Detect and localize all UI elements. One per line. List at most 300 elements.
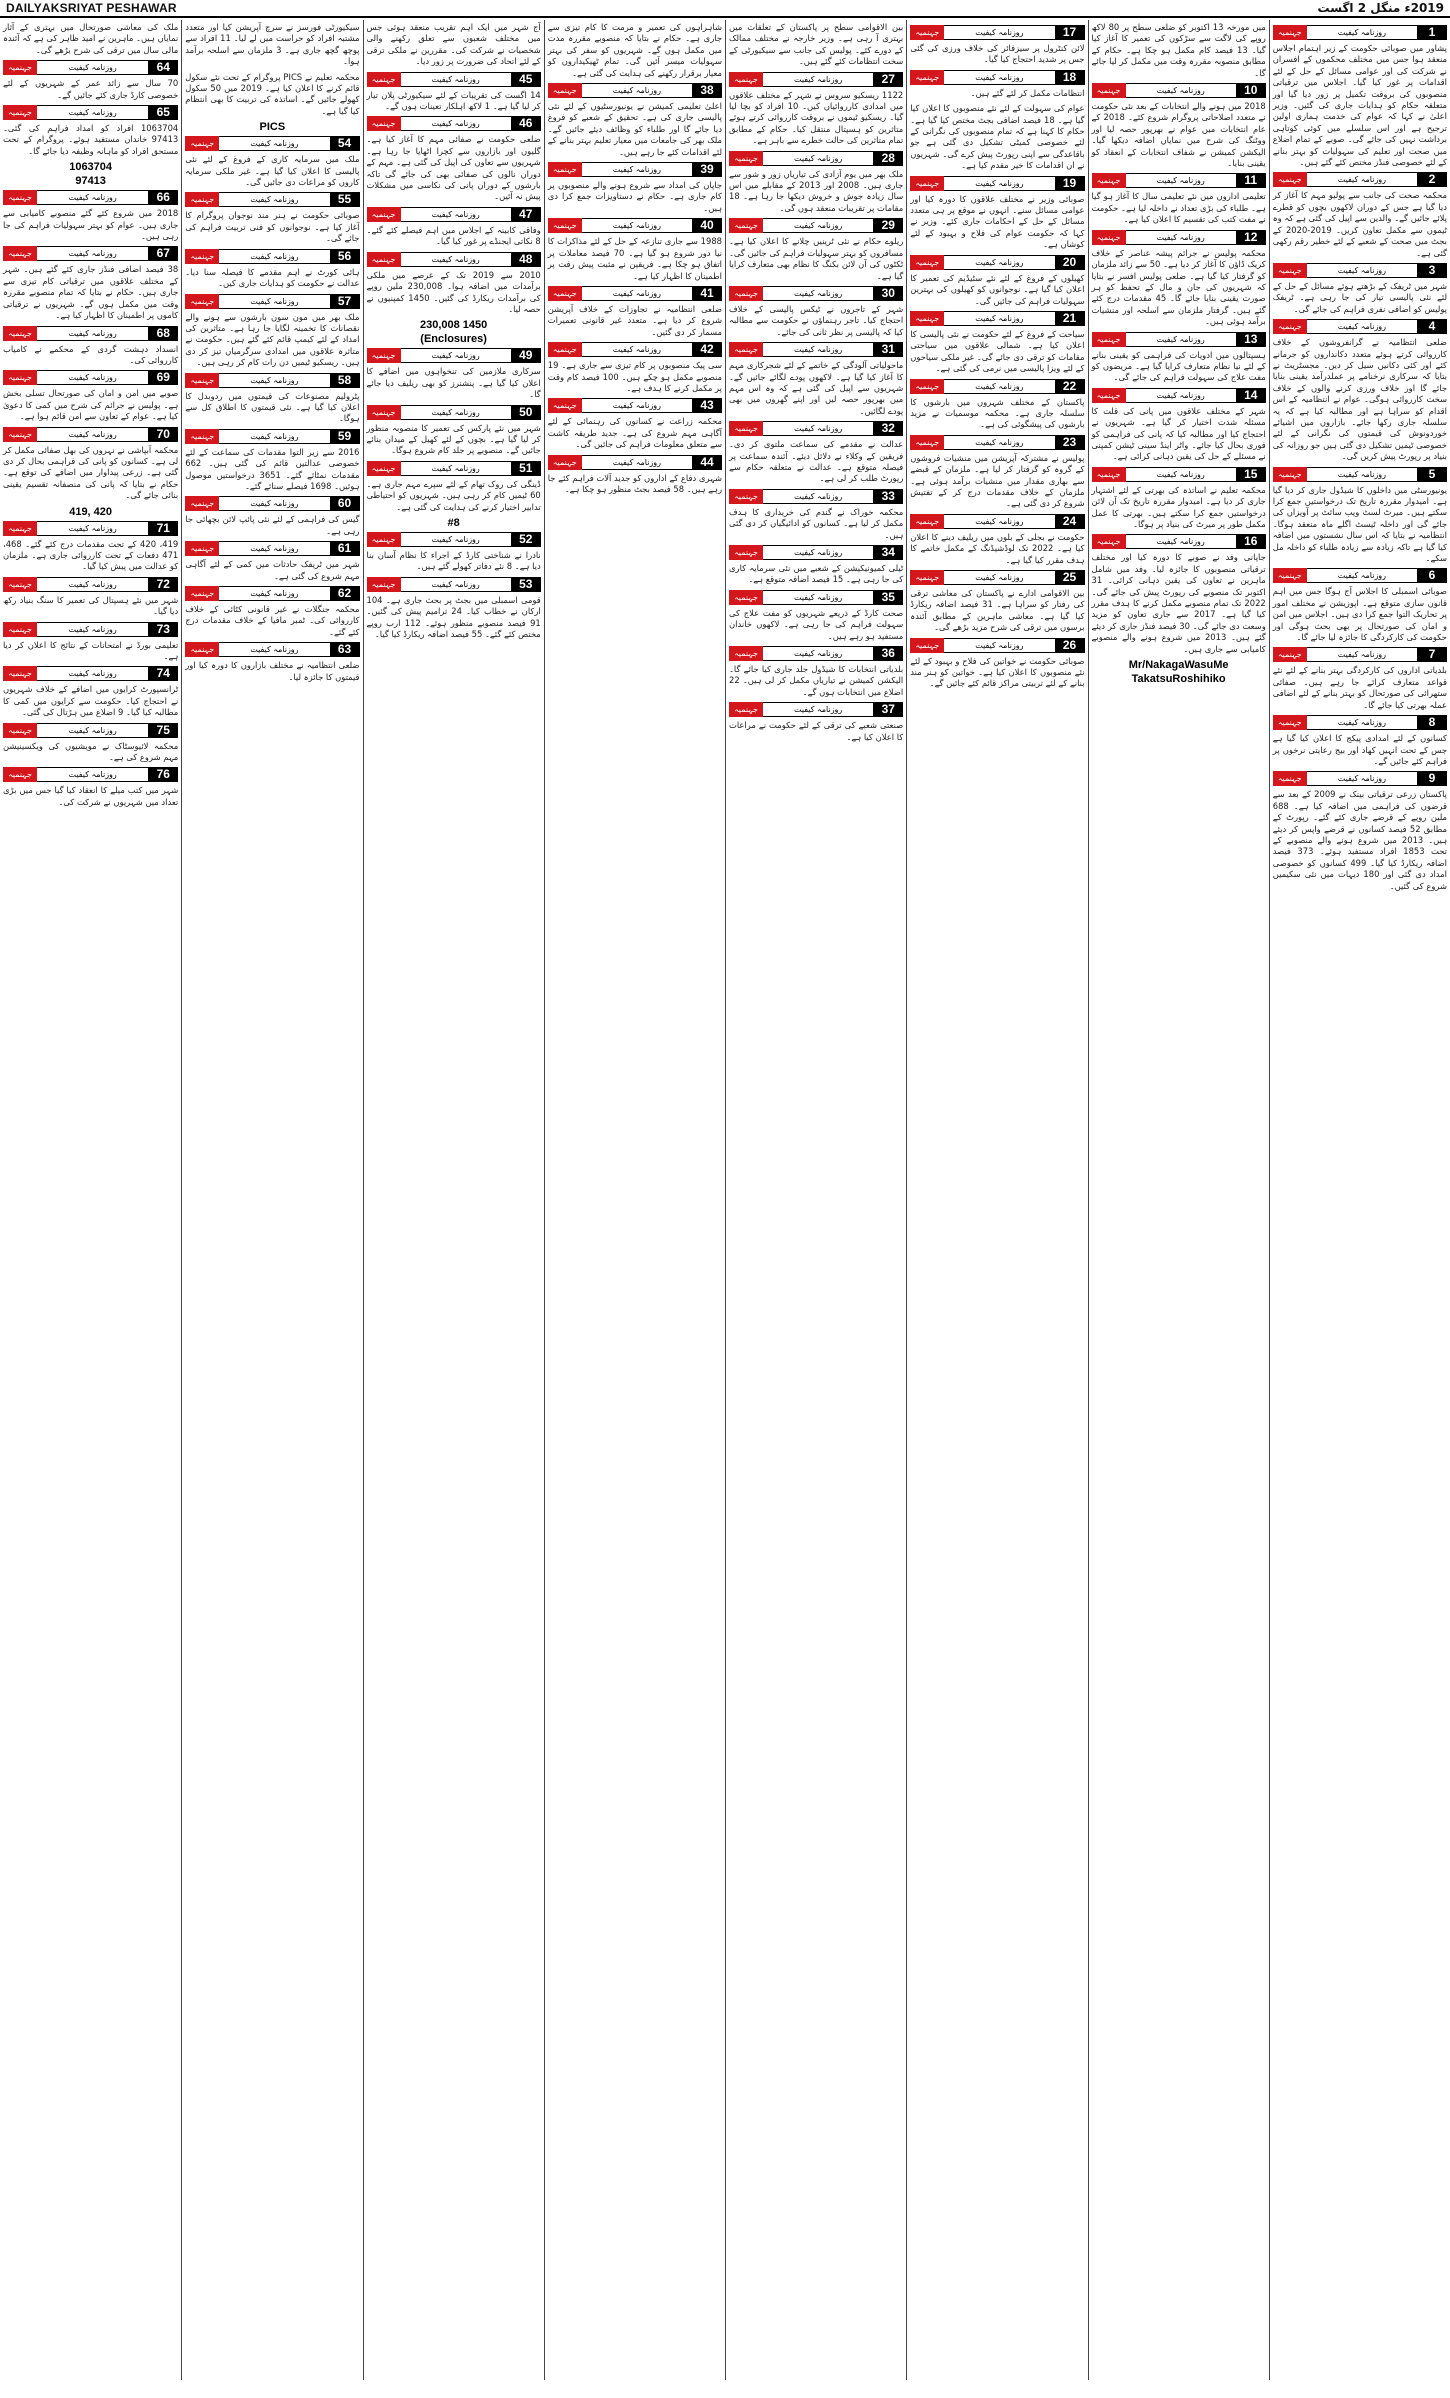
masthead [0, 0, 1450, 18]
notice-item [0, 621, 179, 663]
notice-text: لائن کنٹرول پر سیزفائر کی خلاف ورزی کی گئی جس پر شدید احتجاج کیا گیا۔ [907, 43, 1085, 65]
notice-label: روزنامہ کیفیت [944, 514, 1054, 529]
notice-item [907, 25, 1085, 66]
notice-item [726, 342, 904, 417]
notice-label: روزنامہ کیفیت [1126, 388, 1236, 403]
notice-label: روزنامہ کیفیت [582, 162, 692, 177]
notice-number: 75 [148, 723, 178, 738]
notice-text: ضلعی انتظامیہ نے تجاوزات کے خلاف آپریشن شروع کر دیا ہے۔ متعدد غیر قانونی تعمیرات مسمار کر دی گئیں۔ [545, 303, 722, 337]
notice-number: 27 [873, 72, 903, 87]
notice-item [726, 285, 904, 338]
notice-item [726, 71, 904, 147]
notice-tag: جہنمیہ [548, 162, 582, 177]
notice-tag: جہنمیہ [3, 427, 37, 442]
notice-header-bar [910, 311, 1084, 326]
notice-label: روزنامہ کیفیت [1307, 172, 1417, 187]
notice-tag: جہنمیہ [367, 532, 401, 547]
notice-text: بین الاقوامی سطح پر پاکستان کے تعلقات میں بہتری آ رہی ہے۔ وزیر خارجہ نے مختلف ممالک کے دورے کئے۔ پولیس کی جانب سے سیکیورٹی کے سخت انتظامات کئے گئے ہیں۔ [726, 22, 904, 67]
notice-text: کھیلوں کے فروغ کے لئے نئے سٹیڈیم کی تعمیر کا اعلان کیا گیا ہے۔ نوجوانوں کو کھیلوں کی بہترین سہولیات فراہم کی جائیں گی۔ [907, 272, 1085, 306]
notice-tag: جہنمیہ [3, 246, 37, 261]
notice-header-bar [367, 116, 541, 131]
notice-number: 37 [873, 702, 903, 717]
notice-text: محکمہ تعلیم نے اساتذہ کی بھرتی کے لئے اشتہار جاری کر دیا ہے۔ امیدوار مقررہ تاریخ تک آن لائن درخواستیں جمع کرا سکتے ہیں۔ بھرتی کا عمل مکمل طور پر میرٹ کی بنیاد پر ہوگا۔ [1088, 484, 1266, 529]
notice-number: 32 [873, 421, 903, 436]
notice-number: 26 [1055, 638, 1085, 653]
notice-text: 1988 سے جاری تنازعہ کے حل کے لئے مذاکرات کا نیا دور شروع ہو گیا ہے۔ 70 فیصد معاملات پر اتفاق ہو چکا ہے۔ فریقین نے مثبت پیش رفت پر اطمینان کا اظہار کیا ہے۔ [545, 236, 723, 281]
notice-text: شہر میں نئے ہسپتال کی تعمیر کا سنگ بنیاد رکھ دیا گیا۔ [0, 594, 179, 617]
notice-item [726, 218, 904, 282]
notice-number: 72 [148, 577, 178, 592]
notice-item [545, 22, 722, 79]
notice-number: 39 [692, 162, 722, 177]
notice-header-bar [185, 541, 359, 556]
notice-label: روزنامہ کیفیت [37, 723, 148, 738]
notice-text: ہائی کورٹ نے اہم مقدمے کا فیصلہ سنا دیا۔ عدالت نے حکومت کو ہدایات جاری کیں۔ [182, 266, 360, 289]
notice-text: شہری دفاع کے اداروں کو جدید آلات فراہم کئے جا رہے ہیں۔ 58 فیصد بجٹ منظور ہو چکا ہے۔ [545, 472, 722, 494]
notice-item [1088, 387, 1266, 463]
notice-label: روزنامہ کیفیت [582, 286, 692, 301]
notice-item [363, 251, 541, 316]
notice-item [907, 570, 1085, 634]
notice-label: روزنامہ کیفیت [1126, 230, 1236, 245]
masthead-date: 2019ء منگل 2 اگست [1317, 1, 1444, 15]
notice-text: انسداد دہشت گردی کے محکمے نے کامیاب کارروائی کی۔ [0, 343, 179, 365]
notice-item [1088, 83, 1266, 169]
notice-header-bar [729, 342, 903, 357]
notice-text: 2010 سے 2019 تک کے عرصے میں ملکی برآمدات میں اضافہ ہوا۔ 230,008 ملین روپے کی برآمدات ریکارڈ کی گئیں۔ 1450 کمپنیوں نے حصہ لیا۔ [363, 269, 541, 314]
notice-text: پاکستان زرعی ترقیاتی بینک نے 2009 کے بعد سے قرضوں کی فراہمی میں اضافہ کیا ہے۔ 688 ملین روپے کے قرضے جاری کئے گئے۔ رپورٹ کے مطابق 52 فیصد کسانوں نے قرضے واپس کر دیئے ہیں۔ 2013 میں شروع ہونے والے منصوبے کے تحت 1853 افراد مستفید ہوئے۔ 373 فیصد اضافہ ریکارڈ کیا گیا۔ 499 کسانوں کو خصوصی امداد دی گئی اور 180 دیہات میں نئی سکیمیں شروع کی گئیں۔ [1270, 789, 1448, 891]
notice-text: محکمہ جنگلات نے غیر قانونی کٹائی کے خلاف کارروائی کی۔ ٹمبر مافیا کے خلاف مقدمات درج کئے گئے۔ [182, 604, 360, 637]
notice-number: 22 [1055, 379, 1085, 394]
notice-header-bar [910, 435, 1084, 450]
notice-number: 40 [692, 218, 722, 233]
notice-text: ہسپتالوں میں ادویات کی فراہمی کو یقینی بنانے کے لئے نیا نظام متعارف کرایا گیا ہے۔ مریضوں کو مفت علاج کی سہولت فراہم کی جائے گی۔ [1088, 349, 1266, 383]
notice-header-bar [1092, 83, 1266, 98]
notice-header-bar [367, 348, 541, 363]
notice-number: 38 [692, 83, 722, 98]
notice-item [182, 293, 360, 369]
notice-number: 25 [1055, 570, 1085, 585]
notice-item [1270, 466, 1447, 565]
notice-tag: جہنمیہ [185, 429, 219, 444]
notice-number: 70 [148, 427, 178, 442]
notice-item [726, 488, 904, 541]
notice-header-bar [729, 72, 903, 87]
notice-item [182, 248, 360, 290]
notice-tag: جہنمیہ [729, 421, 763, 436]
notice-item [545, 454, 722, 496]
notice-text: عوام کی سہولت کے لئے نئے منصوبوں کا اعلان کیا گیا ہے۔ 18 فیصد اضافی بجٹ مختص کیا گیا ہے۔ حکام کا کہنا ہے کہ تمام منصوبوں کی نگرانی کے لئے خصوصی کمیٹی تشکیل دی گئی ہے جو باقاعدگی سے اپنی رپورٹ پیش کرے گی۔ شہریوں نے ان اقدامات کا خیر مقدم کیا ہے۔ [907, 103, 1085, 171]
notice-item [726, 545, 904, 586]
notice-tag: جہنمیہ [729, 218, 763, 233]
notice-header-bar [729, 545, 903, 560]
notice-label: روزنامہ کیفیت [944, 435, 1054, 450]
notice-header-bar [367, 461, 541, 476]
notice-tag: جہنمیہ [3, 60, 37, 75]
column-5 [544, 20, 725, 2380]
notice-number: 1 [1417, 25, 1447, 40]
notice-label: روزنامہ کیفیت [944, 570, 1054, 585]
notice-label: روزنامہ کیفیت [37, 622, 148, 637]
notice-header-bar [3, 190, 178, 205]
notice-item [1270, 647, 1447, 711]
notice-number: 74 [148, 666, 178, 681]
notice-number: 58 [330, 373, 360, 388]
notice-label: روزنامہ کیفیت [37, 190, 148, 205]
notice-text: ضلعی انتظامیہ نے مختلف بازاروں کا دورہ کیا اور قیمتوں کا جائزہ لیا۔ [182, 660, 360, 682]
notice-item [1270, 568, 1447, 643]
notice-item [0, 190, 179, 242]
notice-tag: جہنمیہ [185, 586, 219, 601]
notice-tag: جہنمیہ [1273, 771, 1307, 786]
notice-header-bar [185, 373, 359, 388]
notice-item [1088, 331, 1266, 384]
notice-number: 36 [873, 646, 903, 661]
notice-number: 68 [148, 326, 178, 341]
notice-header-bar [367, 252, 541, 267]
notice-item [1088, 534, 1266, 655]
notice-text: سیکیورٹی فورسز نے سرچ آپریشن کیا اور متعدد مشتبہ افراد کو حراست میں لے لیا۔ 11 افراد سے پوچھ گچھ جاری ہے۔ 3 ملزمان سے اسلحہ برآمد ہوا۔ [182, 22, 360, 67]
notice-header-bar [367, 207, 541, 222]
notice-header-bar [548, 342, 722, 357]
notice-number: 63 [330, 642, 360, 657]
reference-num_list: 419, 420 [69, 505, 113, 518]
notice-tag: جہنمیہ [910, 176, 944, 191]
notice-tag: جہنمیہ [1092, 230, 1126, 245]
notice-header-bar [185, 249, 359, 264]
notice-label: روزنامہ کیفیت [763, 286, 873, 301]
notice-label: روزنامہ کیفیت [37, 60, 148, 75]
notice-item [0, 105, 179, 157]
notice-item [363, 71, 541, 113]
notice-number: 13 [1236, 332, 1266, 347]
notice-header-bar [548, 398, 722, 413]
notice-item [907, 175, 1085, 251]
column-3 [906, 20, 1087, 2380]
notice-label: روزنامہ کیفیت [1126, 83, 1236, 98]
notice-label: روزنامہ کیفیت [1307, 715, 1417, 730]
notice-item [1270, 715, 1447, 767]
notice-item [1088, 466, 1266, 531]
notice-number: 17 [1055, 25, 1085, 40]
notice-item [545, 285, 722, 338]
notice-label: روزنامہ کیفیت [944, 25, 1054, 40]
notice-header-bar [1273, 467, 1447, 482]
notice-number: 45 [511, 72, 541, 87]
notice-label: روزنامہ کیفیت [401, 252, 511, 267]
notice-item [907, 513, 1085, 566]
notice-label: روزنامہ کیفیت [401, 532, 511, 547]
notice-tag: جہنمیہ [3, 326, 37, 341]
notice-tag: جہنمیہ [910, 435, 944, 450]
notice-header-bar [910, 514, 1084, 529]
notice-label: روزنامہ کیفیت [219, 373, 329, 388]
notice-item [907, 103, 1085, 171]
notice-header-bar [729, 218, 903, 233]
notice-tag: جہنمیہ [910, 255, 944, 270]
notice-header-bar [367, 72, 541, 87]
notice-label: روزنامہ کیفیت [582, 398, 692, 413]
notice-number: 73 [148, 622, 178, 637]
notice-label: روزنامہ کیفیت [763, 72, 873, 87]
notice-header-bar [185, 586, 359, 601]
notice-header-bar [910, 176, 1084, 191]
notice-header-bar [729, 590, 903, 605]
notice-item [363, 576, 541, 641]
notice-label: روزنامہ کیفیت [763, 151, 873, 166]
notice-number: 20 [1055, 255, 1085, 270]
notice-tag: جہنمیہ [3, 723, 37, 738]
notice-label: روزنامہ کیفیت [219, 541, 329, 556]
notice-text: پاکستان کے مختلف شہروں میں بارشوں کا سلسلہ جاری ہے۔ محکمہ موسمیات نے مزید بارشوں کی پیشگوئی کی ہے۔ [907, 396, 1085, 430]
notice-number: 16 [1236, 534, 1266, 549]
notice-text: 2016 سے زیر التوا مقدمات کی سماعت کے لئے خصوصی عدالتیں قائم کی گئی ہیں۔ 662 مقدمات نمٹائے گئے۔ 3651 درخواستیں موصول ہوئیں۔ 1698 فیصلے سنائے گئے۔ [182, 446, 360, 491]
notice-label: روزنامہ کیفیت [219, 642, 329, 657]
notice-number: 46 [511, 116, 541, 131]
notice-header-bar [910, 379, 1084, 394]
notice-item [910, 70, 1084, 99]
notice-label: روزنامہ کیفیت [219, 192, 329, 207]
notice-tag: جہنمیہ [367, 116, 401, 131]
notice-header-bar [910, 255, 1084, 270]
notice-label: روزنامہ کیفیت [401, 207, 511, 222]
notice-text: بلدیاتی انتخابات کا شیڈول جلد جاری کیا جائے گا۔ الیکشن کمیشن نے تیاریاں مکمل کر لی ہیں۔ 22 اضلاع میں انتخابات ہوں گے۔ [726, 664, 904, 697]
notice-header-bar [3, 723, 178, 738]
notice-number: 52 [511, 532, 541, 547]
reference-number1: 1063704 [69, 161, 113, 174]
notice-header-bar [729, 286, 903, 301]
notice-item [182, 496, 360, 537]
notice-text: ملک بھر میں مون سون بارشوں سے ہونے والے نقصانات کا تخمینہ لگایا جا رہا ہے۔ متاثرین کی امداد کے لئے کیمپ قائم کئے گئے ہیں۔ حکومت نے متاثرہ علاقوں میں امدادی سرگرمیاں تیز کر دی ہیں۔ ریسکیو ٹیمیں دن رات کام کر رہی ہیں۔ [182, 311, 360, 368]
notice-item [182, 541, 360, 582]
notice-text: یونیورسٹی میں داخلوں کا شیڈول جاری کر دیا گیا ہے۔ امیدوار مقررہ تاریخ تک درخواستیں جمع کرا سکتے ہیں۔ میرٹ لسٹ ویب سائٹ پر آویزاں کی جائے گی اور داخلہ ٹیسٹ اگلے ماہ منعقد ہوگا۔ انتظامیہ نے بتایا کہ اس سال نشستوں میں اضافہ کیا گیا ہے تاکہ زیادہ سے زیادہ طلباء کو داخلہ مل سکے۔ [1270, 484, 1447, 564]
notice-item [182, 71, 360, 118]
notice-number: 34 [873, 545, 903, 560]
notice-tag: جہنمیہ [729, 590, 763, 605]
notice-tag: جہنمیہ [367, 405, 401, 420]
notice-number: 14 [1236, 388, 1266, 403]
notice-header-bar [3, 246, 178, 261]
notice-header-bar [548, 218, 722, 233]
notice-item [907, 434, 1085, 510]
notice-label: روزنامہ کیفیت [219, 136, 329, 151]
notice-tag: جہنمیہ [729, 151, 763, 166]
notice-tag: جہنمیہ [1273, 172, 1307, 187]
notice-item [0, 246, 179, 321]
notice-tag: جہنمیہ [910, 638, 944, 653]
reference-hashtag: #8 [447, 516, 460, 529]
notice-label: روزنامہ کیفیت [219, 586, 329, 601]
notice-item [0, 767, 179, 808]
notice-tag: جہنمیہ [729, 342, 763, 357]
notice-item [1270, 319, 1447, 462]
notice-item [1270, 262, 1447, 315]
notice-header-bar [367, 577, 541, 592]
notice-header-bar [548, 286, 722, 301]
notice-number: 19 [1055, 176, 1085, 191]
notice-number: 53 [511, 577, 541, 592]
notice-header-bar [1092, 332, 1266, 347]
notice-tag: جہنمیہ [3, 577, 37, 592]
notice-text: 2018 میں ہونے والے انتخابات کے بعد نئی حکومت نے متعدد اصلاحاتی پروگرام شروع کئے۔ 2018 کے عام انتخابات میں عوام نے بھرپور حصہ لیا اور ووٹنگ کی شرح میں نمایاں اضافہ دیکھا گیا۔ الیکشن کمیشن نے شفاف انتخابات کے انعقاد کو یقینی بنایا۔ [1088, 101, 1266, 169]
notice-item [363, 116, 541, 202]
notice-label: روزنامہ کیفیت [401, 405, 511, 420]
notice-header-bar [1273, 647, 1447, 662]
notice-header-bar [3, 326, 178, 341]
notice-label: روزنامہ کیفیت [1307, 319, 1417, 334]
notice-number: 21 [1055, 311, 1085, 326]
notice-number: 29 [873, 218, 903, 233]
notice-text: 1122 ریسکیو سروس نے شہر کے مختلف علاقوں میں امدادی کارروائیاں کیں۔ 10 افراد کو بچا لیا گیا۔ ریسکیو ٹیموں نے بروقت کارروائی کرتے ہوئے متاثرین کو ہسپتال منتقل کیا۔ حکام کے مطابق تمام متاثرین کی حالت خطرے سے باہر ہے۔ [726, 89, 904, 146]
notice-number: 51 [511, 461, 541, 476]
notice-label: روزنامہ کیفیت [1307, 25, 1417, 40]
notice-text: ملک بھر میں یوم آزادی کی تیاریاں زور و شور سے جاری ہیں۔ 2008 اور 2013 کے مقابلے میں اس سال زیادہ جوش و خروش دیکھا جا رہا ہے۔ 18 مقامات پر تقریبات منعقد ہوں گی۔ [726, 168, 904, 213]
notice-text: ڈینگی کی روک تھام کے لئے سپرے مہم جاری ہے۔ 60 ٹیمیں کام کر رہی ہیں۔ شہریوں کو احتیاطی تدابیر اختیار کرنے کی ہدایت کی گئی ہے۔ [363, 478, 541, 512]
column-4 [725, 20, 906, 2380]
reference-number2: 97413 [75, 175, 106, 188]
notice-text: سی پیک منصوبوں پر کام تیزی سے جاری ہے۔ 19 منصوبے مکمل ہو چکے ہیں۔ 100 فیصد کام وقت پر مکمل کرنے کا ہدف ہے۔ [545, 360, 723, 393]
notice-text: پٹرولیم مصنوعات کی قیمتوں میں ردوبدل کا اعلان کیا گیا ہے۔ نئی قیمتوں کا اطلاق کل سے ہوگا۔ [182, 390, 360, 424]
masthead-city: PESHAWAR [106, 1, 177, 15]
notice-header-bar [548, 455, 722, 470]
notice-header-bar [910, 638, 1084, 653]
notice-label: روزنامہ کیفیت [1126, 467, 1236, 482]
notice-label: روزنامہ کیفیت [944, 638, 1054, 653]
notice-header-bar [1092, 534, 1266, 549]
notice-text: شہر کے مختلف علاقوں میں پانی کی قلت کا مسئلہ شدت اختیار کر گیا ہے۔ شہریوں نے احتجاج کیا اور مطالبہ کیا کہ پانی کی فراہمی کو فوری بحال کیا جائے۔ واٹر اینڈ سینی ٹیشن کمپنی نے مسئلے کے حل کی یقین دہانی کرائی ہے۔ [1088, 405, 1266, 462]
notice-tag: جہنمیہ [1273, 647, 1307, 662]
notice-number: 55 [330, 192, 360, 207]
notice-tag: جہنمیہ [367, 348, 401, 363]
columns-container [0, 20, 1450, 2380]
notice-header-bar [1273, 25, 1447, 40]
notice-tag: جہنمیہ [185, 541, 219, 556]
notice-item [1088, 229, 1266, 328]
notice-text: 38 فیصد اضافی فنڈز جاری کئے گئے ہیں۔ شہر کے مختلف علاقوں میں ترقیاتی کام تیزی سے جاری ہیں۔ حکام نے بتایا کہ تمام منصوبے مقررہ وقت میں مکمل ہوں گے۔ شہریوں نے ترقیاتی کاموں پر اطمینان کا اظہار کیا ہے۔ [0, 264, 179, 321]
notice-label: روزنامہ کیفیت [1307, 647, 1417, 662]
notice-number: 10 [1236, 83, 1266, 98]
notice-item [182, 428, 360, 493]
notice-label: روزنامہ کیفیت [401, 348, 511, 363]
notice-tag: جہنمیہ [3, 370, 37, 385]
notice-text: صوبائی حکومت نے ہنر مند نوجوان پروگرام کا آغاز کیا ہے۔ نوجوانوں کو فنی تربیت فراہم کی جائے گی۔ [182, 210, 360, 244]
notice-tag: جہنمیہ [1273, 319, 1307, 334]
notice-tag: جہنمیہ [3, 767, 37, 782]
notice-tag: جہنمیہ [1273, 263, 1307, 278]
notice-number: 60 [330, 496, 360, 511]
notice-text: محکمہ لائیوسٹاک نے مویشیوں کی ویکسینیشن مہم شروع کی ہے۔ [0, 740, 179, 763]
notice-number: 50 [511, 405, 541, 420]
notice-text: محکمہ خوراک نے گندم کی خریداری کا ہدف مکمل کر لیا ہے۔ کسانوں کو ادائیگیاں کر دی گئی ہیں۔ [726, 506, 904, 540]
notice-text: ملک میں سرمایہ کاری کے فروغ کے لئے نئی پالیسی کا اعلان کیا گیا ہے۔ غیر ملکی سرمایہ کاروں کو مراعات دی جائیں گی۔ [182, 154, 360, 188]
notice-label: روزنامہ کیفیت [1307, 568, 1417, 583]
notice-item [726, 589, 904, 642]
reference-person1: Mr/NakagaWasuMe [1128, 659, 1229, 672]
notice-tag: جہنمیہ [910, 70, 944, 85]
notice-header-bar [1273, 771, 1447, 786]
notice-text: ٹرانسپورٹ کرایوں میں اضافے کے خلاف شہریوں نے احتجاج کیا۔ حکومت سے کرایوں میں کمی کا مطالبہ کیا گیا۔ 9 اضلاع میں ہڑتال کی گئی۔ [0, 684, 179, 718]
notice-label: روزنامہ کیفیت [582, 218, 692, 233]
notice-tag: جہنمیہ [185, 496, 219, 511]
notice-label: روزنامہ کیفیت [401, 72, 511, 87]
notice-item [363, 348, 541, 400]
notice-number: 7 [1417, 647, 1447, 662]
notice-label: روزنامہ کیفیت [582, 342, 692, 357]
notice-label: روزنامہ کیفیت [1307, 467, 1417, 482]
notice-tag: جہنمیہ [1092, 83, 1126, 98]
notice-header-bar [3, 521, 178, 536]
notice-number: 28 [873, 151, 903, 166]
notice-label: روزنامہ کیفیت [37, 370, 148, 385]
reference-enclosures: (Enclosures) [420, 333, 487, 346]
notice-item [726, 421, 904, 485]
notice-item [182, 372, 360, 425]
notice-text: محکمہ زراعت نے کسانوں کی رہنمائی کے لئے آگاہی مہم شروع کی ہے۔ جدید طریقہ کاشت سے متعلق معلومات فراہم کی جائیں گی۔ [545, 416, 722, 450]
notice-label: روزنامہ کیفیت [763, 702, 873, 717]
notice-number: 56 [330, 249, 360, 264]
notice-text: 1063704 افراد کو امداد فراہم کی گئی۔ 97413 خاندان مستفید ہوئے۔ پروگرام کے تحت مستحق افراد کو ماہانہ وظیفہ دیا جائے گا۔ [0, 123, 179, 156]
notice-text: نادرا نے شناختی کارڈ کے اجراء کا نظام آسان بنا دیا ہے۔ 8 نئے دفاتر کھولے گئے ہیں۔ [363, 549, 541, 572]
notice-tag: جہنمیہ [1092, 332, 1126, 347]
notice-label: روزنامہ کیفیت [401, 116, 511, 131]
notice-label: روزنامہ کیفیت [37, 105, 148, 120]
notice-number: 15 [1236, 467, 1266, 482]
notice-number: 59 [330, 429, 360, 444]
notice-tag: جہنمیہ [548, 83, 582, 98]
notice-number: 9 [1417, 771, 1447, 786]
notice-number: 2 [1417, 172, 1447, 187]
notice-label: روزنامہ کیفیت [582, 455, 692, 470]
notice-tag: جہنمیہ [185, 642, 219, 657]
notice-label: روزنامہ کیفیت [37, 666, 148, 681]
notice-text: شہر میں کتب میلے کا انعقاد کیا گیا جس میں بڑی تعداد میں شہریوں نے شرکت کی۔ [0, 785, 179, 807]
notice-header-bar [3, 105, 178, 120]
notice-header-bar [910, 570, 1084, 585]
notice-header-bar [729, 489, 903, 504]
notice-header-bar [367, 532, 541, 547]
notice-header-bar [1273, 715, 1447, 730]
notice-label: روزنامہ کیفیت [763, 646, 873, 661]
notice-header-bar [3, 666, 178, 681]
notice-tag: جہنمیہ [3, 105, 37, 120]
notice-text: اعلیٰ تعلیمی کمیشن نے یونیورسٹیوں کے لئے نئی پالیسی جاری کی ہے۔ تحقیق کے شعبے کو فروغ دیا جائے گا اور طلباء کو وظائف دیئے جائیں گے۔ ملک بھر کی جامعات میں معیار تعلیم بہتر بنانے کے لئے اقدامات کئے جا رہے ہیں۔ [545, 101, 722, 157]
notice-number: 41 [692, 286, 722, 301]
notice-header-bar [185, 496, 359, 511]
notice-number: 48 [511, 252, 541, 267]
notice-label: روزنامہ کیفیت [219, 249, 329, 264]
notice-tag: جہنمیہ [1092, 388, 1126, 403]
notice-text: گیس کی فراہمی کے لئے نئی پائپ لائن بچھائی جا رہی ہے۔ [182, 514, 360, 536]
masthead-title [6, 1, 177, 15]
notice-header-bar [3, 60, 178, 75]
notice-header-bar [1092, 388, 1266, 403]
notice-number: 44 [692, 455, 722, 470]
notice-label: روزنامہ کیفیت [763, 342, 873, 357]
notice-text: انتظامات مکمل کر لئے گئے ہیں۔ [970, 87, 1085, 98]
notice-label: روزنامہ کیفیت [219, 294, 329, 309]
notice-tag: جہنمیہ [185, 192, 219, 207]
notice-text: آج شہر میں ایک اہم تقریب منعقد ہوئی جس میں مختلف شعبوں سے تعلق رکھنے والی شخصیات نے شرکت کی۔ مقررین نے ملکی ترقی کے لئے اتحاد کی ضرورت پر زور دیا۔ [363, 22, 541, 67]
notice-item [907, 637, 1085, 690]
notice-text: حکومت نے بجلی کے بلوں میں ریلیف دینے کا اعلان کیا ہے۔ 2022 تک لوڈشیڈنگ کے مکمل خاتمے کا ہدف مقرر کیا گیا ہے۔ [907, 531, 1085, 565]
notice-header-bar [185, 192, 359, 207]
notice-number: 18 [1055, 70, 1085, 85]
notice-item [182, 136, 360, 188]
notice-header-bar [729, 702, 903, 717]
notice-header-bar [729, 151, 903, 166]
notice-label: روزنامہ کیفیت [944, 311, 1054, 326]
notice-label: روزنامہ کیفیت [763, 421, 873, 436]
